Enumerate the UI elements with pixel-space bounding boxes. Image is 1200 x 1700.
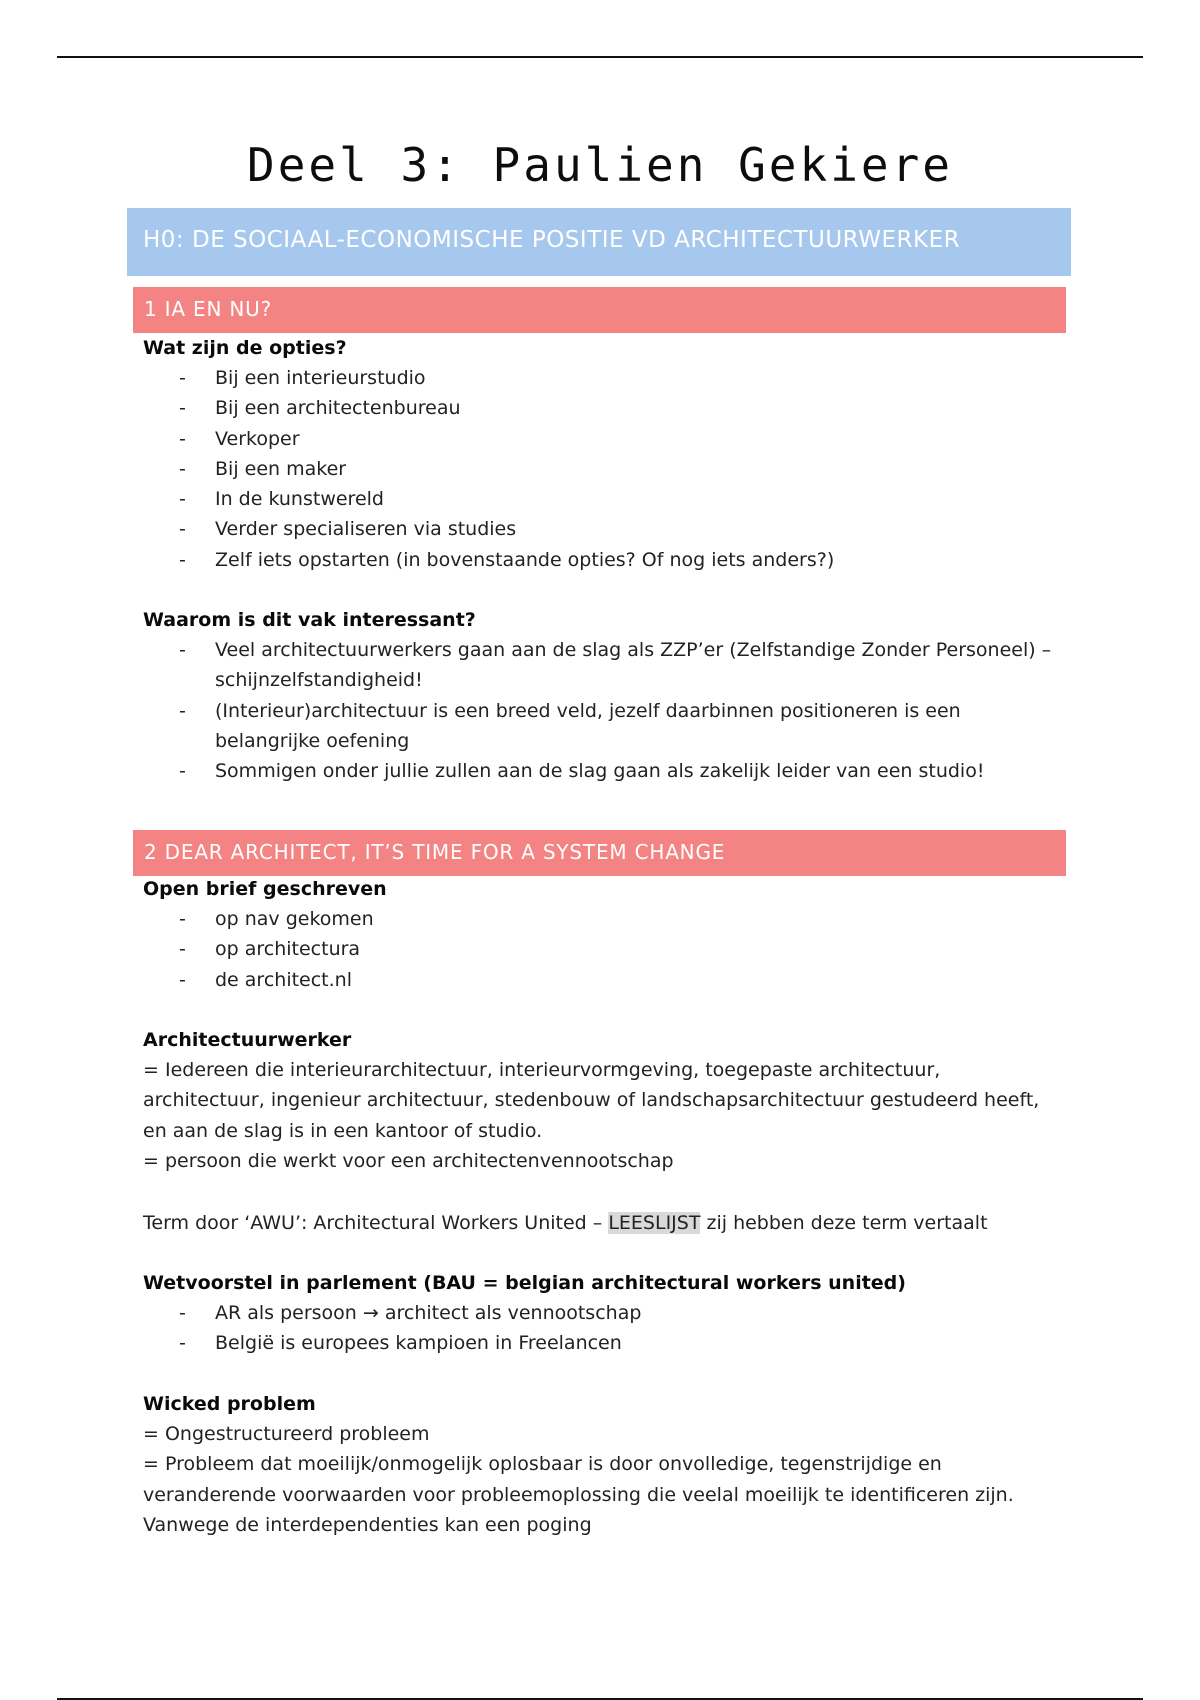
page-title: Deel 3: Paulien Gekiere xyxy=(247,138,953,192)
list-item: - In de kunstwereld xyxy=(143,484,1063,514)
list-item: - op nav gekomen xyxy=(143,904,1063,934)
opties-list xyxy=(143,363,1063,575)
list-item: - (Interieur)architectuur is een breed veld, jezelf daarbinnen positioneren is een belangrijke oefening xyxy=(143,696,1063,757)
brief-list xyxy=(143,904,1063,995)
opties-heading: Wat zijn de opties? xyxy=(143,337,347,359)
interessant-block xyxy=(143,605,1063,786)
wet-list xyxy=(143,1298,1063,1359)
term-line xyxy=(143,1208,1063,1238)
list-item: - Verkoper xyxy=(143,424,1063,454)
wet-block xyxy=(143,1268,1063,1359)
werker-definition: = Iedereen die interieurarchitectuur, interieurvormgeving, toegepaste architectuur, architectuur, ingenieur architectuur, stedenbouw of landschapsarchitectuur gestudeerd heeft, en aan de slag is in een kantoor of studio. xyxy=(143,1059,1040,1142)
list-item: - Zelf iets opstarten (in bovenstaande opties? Of nog iets anders?) xyxy=(143,545,1063,575)
werker-heading: Architectuurwerker xyxy=(143,1029,352,1051)
list-item: - de architect.nl xyxy=(143,965,1063,995)
werker-block xyxy=(143,1025,1063,1176)
list-item: - Bij een maker xyxy=(143,454,1063,484)
werker-definition-2: = persoon die werkt voor een architectenvennootschap xyxy=(143,1149,674,1172)
brief-heading: Open brief geschreven xyxy=(143,878,387,900)
list-item: - België is europees kampioen in Freelancen xyxy=(143,1328,1063,1358)
wet-heading: Wetvoorstel in parlement (BAU = belgian architectural workers united) xyxy=(143,1272,906,1294)
leeslijst-highlight: LEESLIJST xyxy=(608,1212,701,1234)
top-rule xyxy=(57,56,1143,58)
wicked-block xyxy=(143,1389,1063,1540)
opties-block xyxy=(143,333,1063,575)
list-item: - Veel architectuurwerkers gaan aan de slag als ZZP’er (Zelfstandige Zonder Personeel) – schijnzelfstandigheid! xyxy=(143,635,1063,696)
list-item: - Bij een interieurstudio xyxy=(143,363,1063,393)
term-text: Term door ‘AWU’: Architectural Workers United – xyxy=(143,1212,609,1234)
section-heading-1: 1 IA EN NU? xyxy=(133,287,1066,333)
wicked-definition-2: = Probleem dat moeilijk/onmogelijk oplosbaar is door onvolledige, tegenstrijdige en veranderende voorwaarden voor probleemoplossing die veelal moeilijk te identificeren zijn. Vanwege de interdependenties kan een poging xyxy=(143,1453,1014,1536)
brief-block xyxy=(143,874,1063,995)
interessant-list xyxy=(143,635,1063,786)
wicked-heading: Wicked problem xyxy=(143,1393,316,1415)
list-item: - op architectura xyxy=(143,934,1063,964)
interessant-heading: Waarom is dit vak interessant? xyxy=(143,609,476,631)
list-item: - Sommigen onder jullie zullen aan de slag gaan als zakelijk leider van een studio! xyxy=(143,756,1063,786)
list-item: - AR als persoon → architect als vennootschap xyxy=(143,1298,1063,1328)
section-heading-2: 2 DEAR ARCHITECT, IT’S TIME FOR A SYSTEM CHANGE xyxy=(133,830,1066,876)
term-text-after: zij hebben deze term vertaalt xyxy=(700,1212,988,1234)
wicked-definition: = Ongestructureerd probleem xyxy=(143,1423,430,1445)
list-item: - Bij een architectenbureau xyxy=(143,393,1063,423)
chapter-heading: H0: DE SOCIAAL-ECONOMISCHE POSITIE VD ARCHITECTUURWERKER xyxy=(127,208,1071,276)
list-item: - Verder specialiseren via studies xyxy=(143,514,1063,544)
